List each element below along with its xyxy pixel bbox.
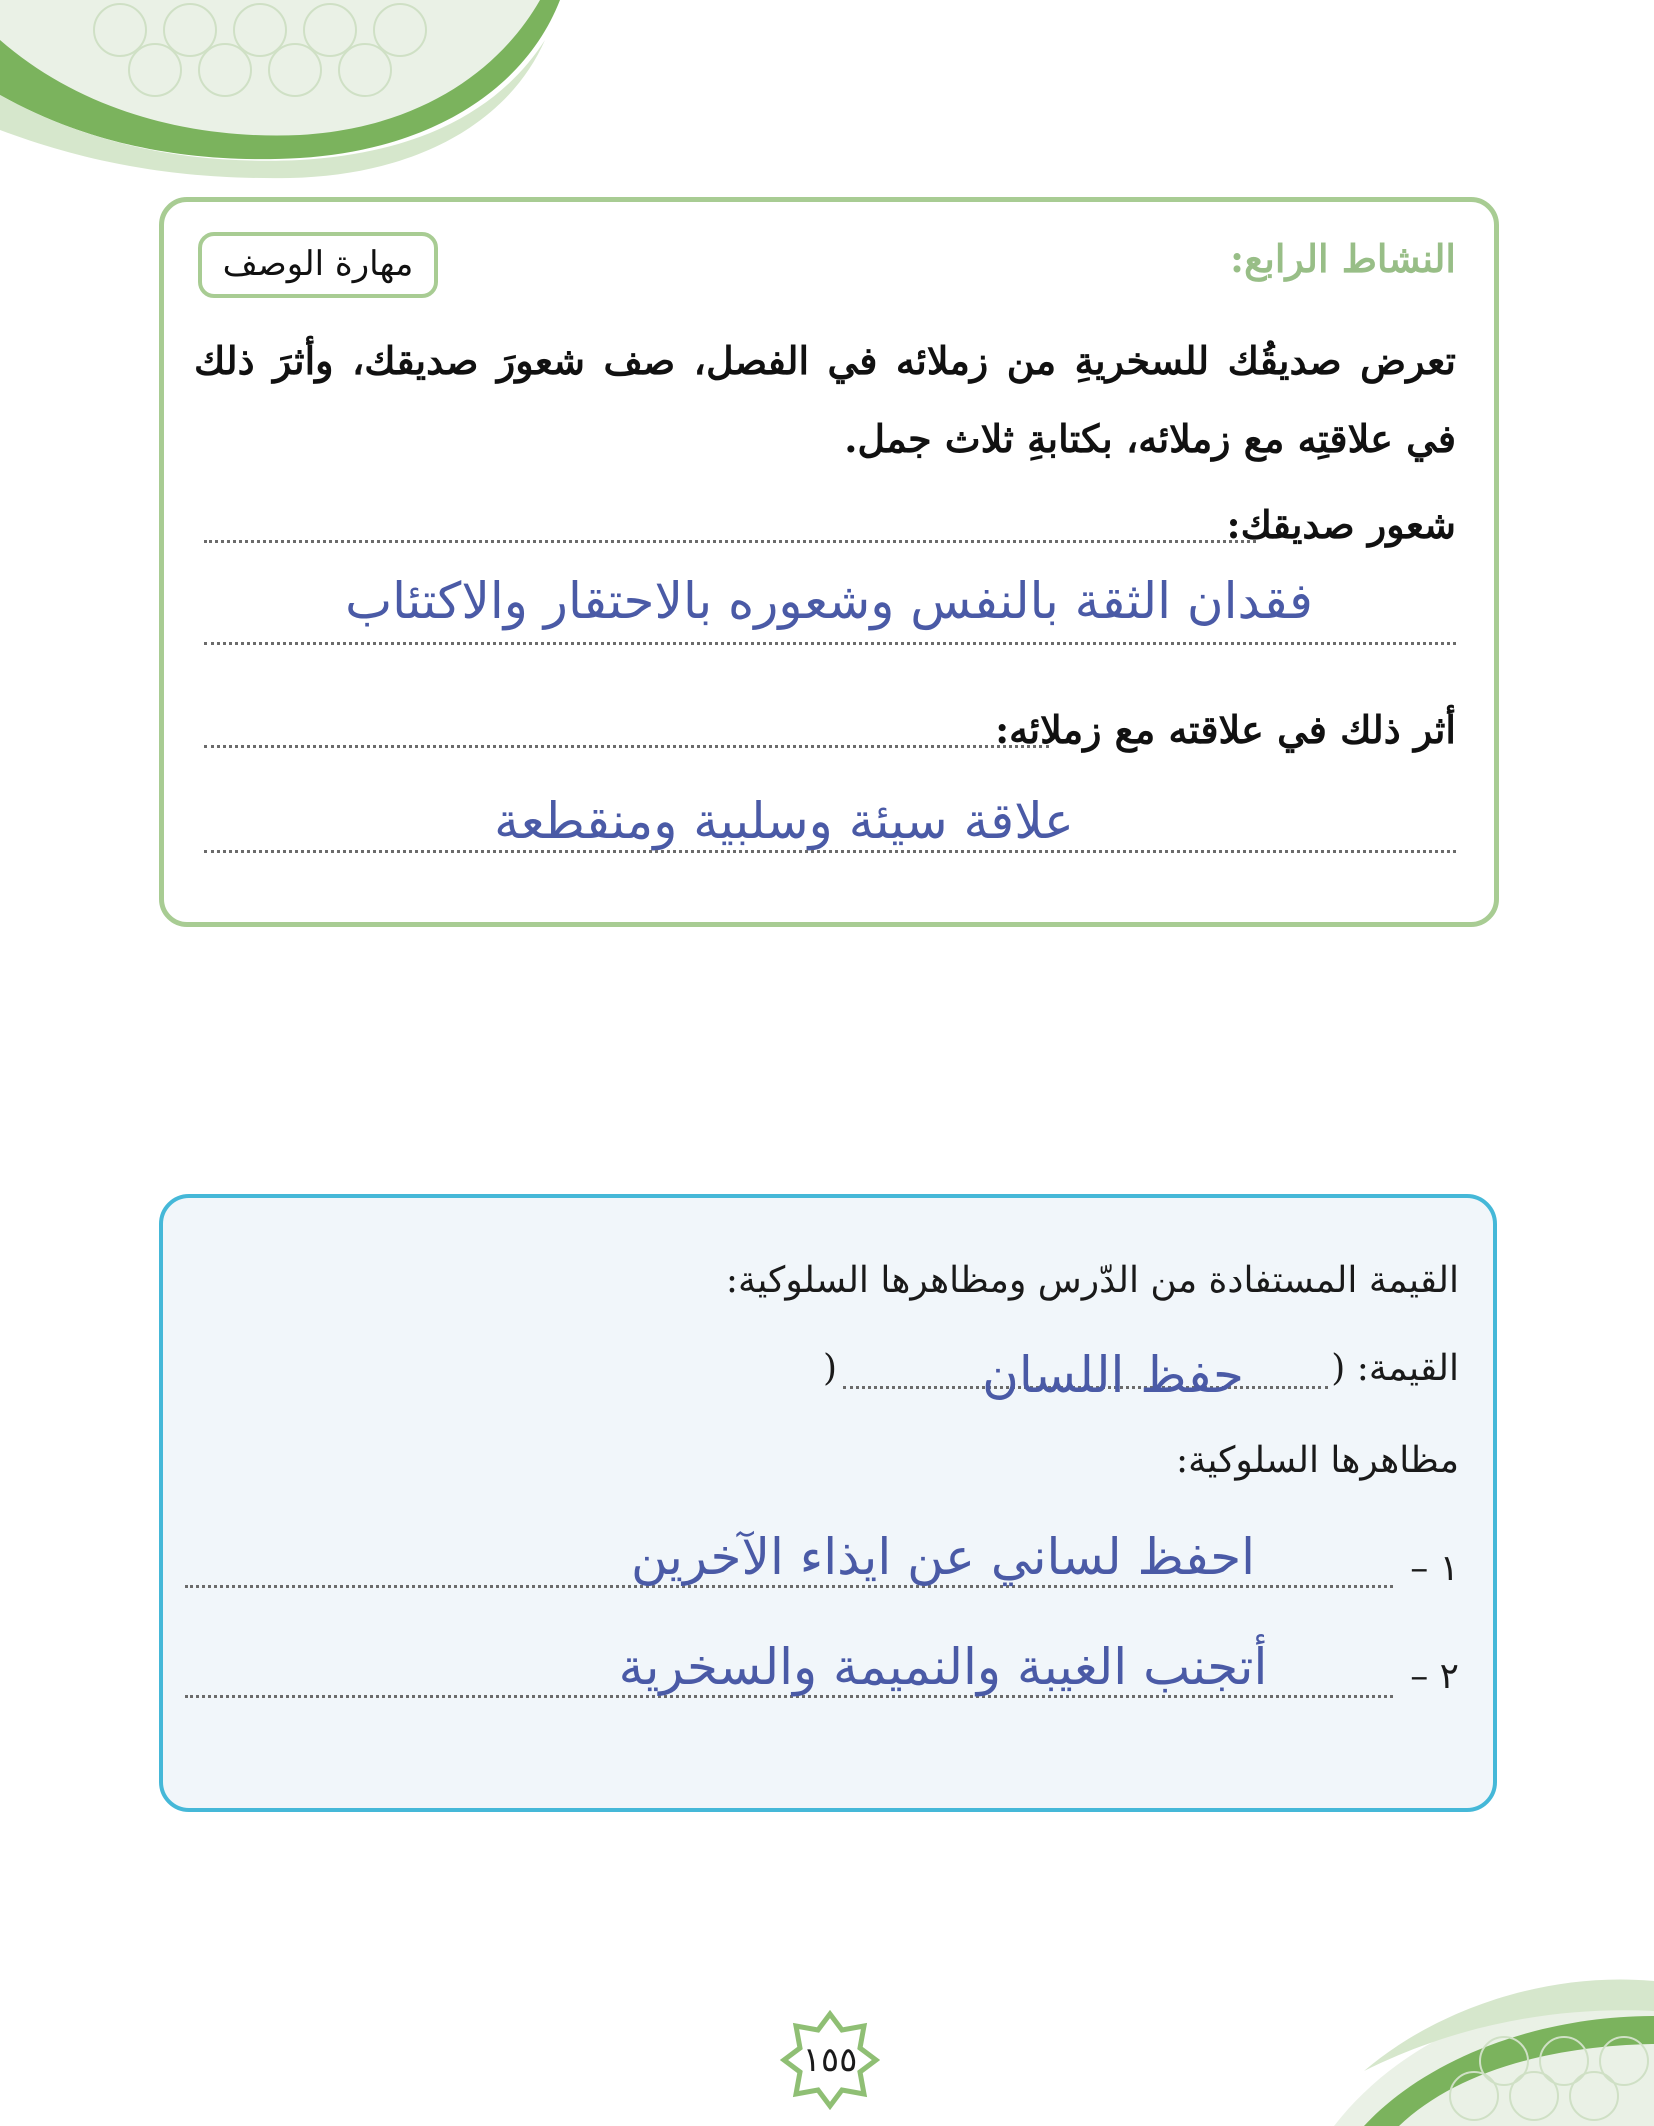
manifestations-label: مظاهرها السلوكية: [1175, 1440, 1459, 1481]
friend-feeling-label: شعور صديقك: [1226, 502, 1456, 547]
item2-answer: أتجنب الغيبة والنميمة والسخرية [618, 1638, 1268, 1696]
friend-feeling-dotted-line-1 [204, 540, 1256, 543]
friend-feeling-answer: فقدان الثقة بالنفس وشعوره بالاحتقار والاكتئاب [345, 572, 1313, 630]
page-number-badge [780, 2010, 880, 2110]
activity-prompt: تعرض صديقُك للسخريةِ من زملائه في الفصل، صف شعورَ صديقك، وأثرَ ذلك في علاقتِه مع زملائه، بكتابةِ ثلاث جمل. [194, 338, 1456, 461]
friend-feeling-dotted-line-2 [204, 642, 1456, 645]
value-close: ) [823, 1348, 838, 1389]
values-title: القيمة المستفادة من الدّرس ومظاهرها السلوكية: [725, 1260, 1459, 1301]
top-left-decoration [0, 0, 560, 180]
skill-badge: مهارة الوصف [198, 232, 438, 298]
bottom-right-decoration [1214, 1976, 1654, 2126]
effect-label: أثر ذلك في علاقته مع زملائه: [995, 707, 1456, 752]
value-row [1331, 1348, 1459, 1389]
item2-number: ٢ – [1410, 1656, 1459, 1697]
value-label: القيمة: ( [1331, 1348, 1459, 1389]
values-box [159, 1194, 1497, 1812]
page-number: ١٥٥ [802, 2040, 858, 2080]
activity-box [159, 197, 1499, 927]
activity-title: النشاط الرابع: [1230, 236, 1456, 281]
item1-answer: احفظ لساني عن ايذاء الآخرين [630, 1528, 1256, 1586]
effect-dotted-line-2 [204, 850, 1456, 853]
value-answer: حفظ اللسان [982, 1346, 1244, 1404]
effect-dotted-line-1 [204, 745, 1049, 748]
effect-answer: علاقة سيئة وسلبية ومنقطعة [494, 792, 1074, 850]
item1-number: ١ – [1410, 1548, 1459, 1589]
